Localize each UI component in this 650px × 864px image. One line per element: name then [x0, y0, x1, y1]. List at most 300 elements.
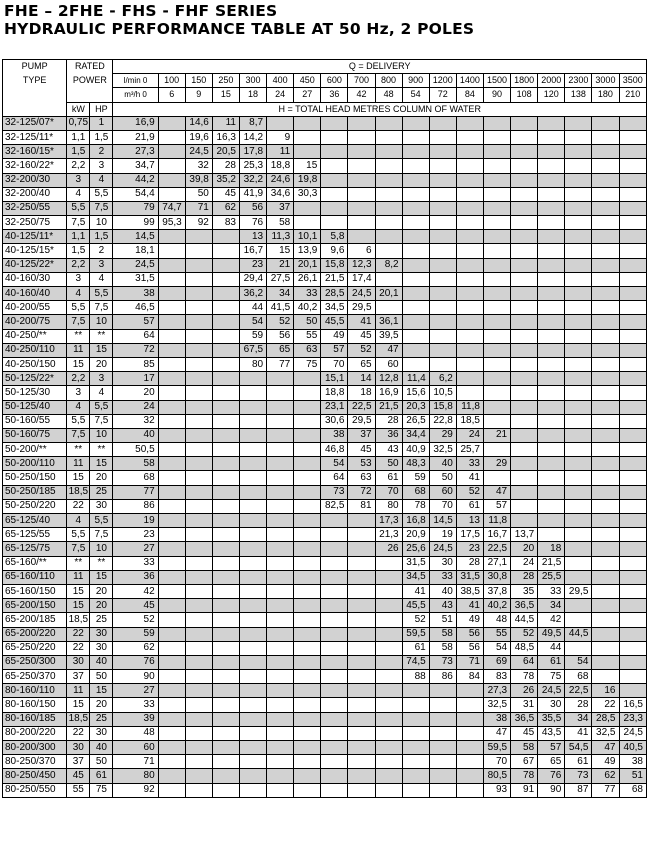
- head-value-cell: 21: [483, 428, 510, 442]
- head-value-cell: [185, 443, 212, 457]
- table-row: [3, 386, 647, 400]
- head-value-cell: 80: [239, 357, 266, 371]
- m3h-header: 15: [212, 88, 239, 102]
- head-value-cell: 43: [429, 599, 456, 613]
- head-value-cell: [402, 187, 429, 201]
- hp-cell: 25: [90, 613, 113, 627]
- head-value-cell: [429, 116, 456, 130]
- head-value-cell: [212, 599, 239, 613]
- head-value-cell: [538, 315, 565, 329]
- head-value-cell: [158, 287, 185, 301]
- head-value-cell: [185, 556, 212, 570]
- head-value-cell: 30: [429, 556, 456, 570]
- head-value-cell: [212, 357, 239, 371]
- head-value-cell: [348, 627, 375, 641]
- head-value-cell: [619, 357, 647, 371]
- head-value-cell: 54: [321, 457, 348, 471]
- head-value-cell: [483, 443, 510, 457]
- head-value-cell: [592, 230, 619, 244]
- head-value-cell: [239, 698, 266, 712]
- head-value-cell: [239, 584, 266, 598]
- head-value-cell: [619, 343, 647, 357]
- head-value-cell: [239, 627, 266, 641]
- head-value-cell: [321, 599, 348, 613]
- head-value-cell: 16,3: [212, 130, 239, 144]
- hp-cell: 10: [90, 216, 113, 230]
- head-value-cell: 30,8: [483, 570, 510, 584]
- q-delivery-header: Q = DELIVERY: [113, 60, 647, 74]
- head-value-cell: [402, 230, 429, 244]
- pump-type-cell: 50-200/**: [3, 443, 67, 457]
- head-value-cell: [538, 216, 565, 230]
- pump-type-cell: 32-125/11*: [3, 130, 67, 144]
- head-value-cell: [565, 230, 592, 244]
- head-value-cell: [185, 485, 212, 499]
- head-value-cell: 40: [113, 428, 158, 442]
- head-value-cell: 63: [294, 343, 321, 357]
- header-row-4: [3, 102, 647, 116]
- head-value-cell: 34,4: [402, 428, 429, 442]
- head-value-cell: [158, 584, 185, 598]
- head-value-cell: 41: [456, 471, 483, 485]
- head-value-cell: [321, 528, 348, 542]
- head-value-cell: 18,8: [321, 386, 348, 400]
- head-value-cell: [348, 684, 375, 698]
- head-value-cell: 61: [565, 755, 592, 769]
- head-value-cell: 19: [429, 528, 456, 542]
- hp-cell: 15: [90, 570, 113, 584]
- head-value-cell: [321, 173, 348, 187]
- head-value-cell: [321, 514, 348, 528]
- head-value-cell: 86: [429, 670, 456, 684]
- head-value-cell: [619, 173, 647, 187]
- head-value-cell: 16,9: [113, 116, 158, 130]
- head-value-cell: [185, 514, 212, 528]
- head-value-cell: [511, 130, 538, 144]
- head-value-cell: 77: [113, 485, 158, 499]
- head-value-cell: 14,2: [239, 130, 266, 144]
- table-row: [3, 173, 647, 187]
- pump-type-cell: 50-200/110: [3, 457, 67, 471]
- head-value-cell: 49: [592, 755, 619, 769]
- head-value-cell: 37,8: [483, 584, 510, 598]
- head-value-cell: [375, 216, 402, 230]
- hp-cell: 15: [90, 343, 113, 357]
- head-value-cell: [212, 471, 239, 485]
- head-value-cell: 11,8: [456, 400, 483, 414]
- header-blank: [67, 88, 113, 102]
- head-value-cell: [592, 514, 619, 528]
- head-value-cell: 27,1: [483, 556, 510, 570]
- head-value-cell: [158, 159, 185, 173]
- pump-type-cell: 65-200/220: [3, 627, 67, 641]
- kw-cell: 55: [67, 783, 90, 797]
- head-value-cell: [348, 769, 375, 783]
- head-value-cell: [321, 613, 348, 627]
- head-value-cell: 85: [113, 357, 158, 371]
- head-value-cell: [375, 187, 402, 201]
- pump-type-cell: 65-250/300: [3, 655, 67, 669]
- head-value-cell: [456, 386, 483, 400]
- kw-cell: 4: [67, 187, 90, 201]
- head-value-cell: [348, 599, 375, 613]
- head-value-cell: [483, 159, 510, 173]
- m3h-header: 42: [348, 88, 375, 102]
- head-value-cell: [429, 216, 456, 230]
- head-value-cell: [185, 244, 212, 258]
- head-value-cell: [185, 315, 212, 329]
- pump-type-cell: 40-200/75: [3, 315, 67, 329]
- kw-header: kW: [67, 102, 90, 116]
- head-value-cell: 32,2: [239, 173, 266, 187]
- head-value-cell: [294, 641, 321, 655]
- head-value-cell: 72: [348, 485, 375, 499]
- head-value-cell: 46,8: [321, 443, 348, 457]
- head-value-cell: [538, 443, 565, 457]
- head-value-cell: [212, 485, 239, 499]
- head-value-cell: 44,5: [565, 627, 592, 641]
- kw-cell: 7,5: [67, 542, 90, 556]
- head-value-cell: 77: [592, 783, 619, 797]
- head-value-cell: 13,9: [294, 244, 321, 258]
- head-value-cell: [185, 329, 212, 343]
- head-value-cell: 74,5: [402, 655, 429, 669]
- head-value-cell: 6: [348, 244, 375, 258]
- table-row: [3, 357, 647, 371]
- head-value-cell: [267, 726, 294, 740]
- head-value-cell: [267, 627, 294, 641]
- head-value-cell: [538, 301, 565, 315]
- head-value-cell: [158, 528, 185, 542]
- kw-cell: 11: [67, 343, 90, 357]
- head-value-cell: [239, 443, 266, 457]
- head-value-cell: [565, 116, 592, 130]
- head-value-cell: [565, 173, 592, 187]
- head-value-cell: 36,5: [511, 599, 538, 613]
- head-value-cell: 64: [113, 329, 158, 343]
- m3h-header: 24: [267, 88, 294, 102]
- kw-cell: **: [67, 443, 90, 457]
- head-value-cell: [402, 258, 429, 272]
- head-value-cell: [538, 386, 565, 400]
- head-value-cell: [565, 613, 592, 627]
- head-value-cell: 51: [429, 613, 456, 627]
- pump-type-cell: 80-160/150: [3, 698, 67, 712]
- pump-type-cell: 80-160/110: [3, 684, 67, 698]
- head-value-cell: 36,1: [375, 315, 402, 329]
- head-value-cell: 42: [113, 584, 158, 598]
- head-value-cell: 30,6: [321, 414, 348, 428]
- head-value-cell: [321, 670, 348, 684]
- head-value-cell: [565, 244, 592, 258]
- head-value-cell: [619, 216, 647, 230]
- head-value-cell: 70: [375, 485, 402, 499]
- head-value-cell: [158, 357, 185, 371]
- head-value-cell: [511, 499, 538, 513]
- head-value-cell: [483, 400, 510, 414]
- pump-type-cell: 65-250/370: [3, 670, 67, 684]
- head-value-cell: [321, 542, 348, 556]
- head-value-cell: [239, 542, 266, 556]
- m3h-header: 210: [619, 88, 647, 102]
- head-value-cell: [158, 428, 185, 442]
- head-value-cell: 16: [592, 684, 619, 698]
- head-value-cell: [402, 216, 429, 230]
- head-value-cell: 44,5: [511, 613, 538, 627]
- head-value-cell: 45: [348, 329, 375, 343]
- head-value-cell: [375, 783, 402, 797]
- head-value-cell: [348, 230, 375, 244]
- head-value-cell: [185, 769, 212, 783]
- head-value-cell: 31,5: [456, 570, 483, 584]
- head-value-cell: 10,5: [429, 386, 456, 400]
- head-value-cell: 70: [483, 755, 510, 769]
- head-value-cell: [511, 471, 538, 485]
- head-value-cell: 34: [538, 599, 565, 613]
- head-value-cell: 16,9: [375, 386, 402, 400]
- head-value-cell: [483, 372, 510, 386]
- head-value-cell: 81: [348, 499, 375, 513]
- head-value-cell: [185, 627, 212, 641]
- head-value-cell: [267, 670, 294, 684]
- head-value-cell: [185, 372, 212, 386]
- head-value-cell: 40,9: [402, 443, 429, 457]
- table-row: [3, 599, 647, 613]
- head-value-cell: [239, 528, 266, 542]
- head-value-cell: 92: [113, 783, 158, 797]
- kw-cell: 4: [67, 400, 90, 414]
- header-blank: [3, 88, 67, 102]
- head-value-cell: 54: [565, 655, 592, 669]
- head-value-cell: [348, 201, 375, 215]
- head-value-cell: [294, 684, 321, 698]
- head-value-cell: [592, 613, 619, 627]
- hp-header: HP: [90, 102, 113, 116]
- table-row: [3, 187, 647, 201]
- kw-cell: 0,75: [67, 116, 90, 130]
- head-value-cell: 18,8: [267, 159, 294, 173]
- table-row: [3, 244, 647, 258]
- head-value-cell: [348, 187, 375, 201]
- head-value-cell: 90: [538, 783, 565, 797]
- kw-cell: 30: [67, 741, 90, 755]
- head-value-cell: 72: [113, 343, 158, 357]
- head-value-cell: [348, 130, 375, 144]
- head-value-cell: [565, 485, 592, 499]
- head-value-cell: 76: [538, 769, 565, 783]
- head-value-cell: 80: [113, 769, 158, 783]
- head-value-cell: 38: [619, 755, 647, 769]
- head-value-cell: 15: [267, 244, 294, 258]
- head-value-cell: [619, 584, 647, 598]
- head-value-cell: [538, 272, 565, 286]
- head-value-cell: [456, 357, 483, 371]
- head-value-cell: [429, 230, 456, 244]
- head-value-cell: 24: [113, 400, 158, 414]
- head-value-cell: 19,6: [185, 130, 212, 144]
- head-value-cell: [511, 386, 538, 400]
- head-value-cell: [185, 584, 212, 598]
- head-value-cell: [294, 428, 321, 442]
- head-value-cell: [619, 528, 647, 542]
- head-value-cell: [158, 726, 185, 740]
- head-value-cell: 24,6: [267, 173, 294, 187]
- head-value-cell: [294, 570, 321, 584]
- head-value-cell: [456, 244, 483, 258]
- head-value-cell: [212, 726, 239, 740]
- head-value-cell: [402, 357, 429, 371]
- head-value-cell: [592, 570, 619, 584]
- m3h-header: 84: [456, 88, 483, 102]
- page-subtitle: HYDRAULIC PERFORMANCE TABLE AT 50 Hz, 2 POLES: [4, 20, 475, 38]
- head-value-cell: [565, 301, 592, 315]
- head-value-cell: 27: [113, 684, 158, 698]
- head-value-cell: [294, 400, 321, 414]
- head-value-cell: 48: [113, 726, 158, 740]
- head-value-cell: [511, 315, 538, 329]
- head-value-cell: 30: [538, 698, 565, 712]
- head-value-cell: [375, 244, 402, 258]
- head-value-cell: [511, 216, 538, 230]
- head-value-cell: 39: [113, 712, 158, 726]
- head-value-cell: [592, 315, 619, 329]
- head-value-cell: [565, 499, 592, 513]
- head-value-cell: [619, 230, 647, 244]
- hp-cell: 5,5: [90, 400, 113, 414]
- head-value-cell: [158, 244, 185, 258]
- head-value-cell: 90: [113, 670, 158, 684]
- head-value-cell: [592, 428, 619, 442]
- head-value-cell: [375, 769, 402, 783]
- head-value-cell: [538, 528, 565, 542]
- head-value-cell: 65: [348, 357, 375, 371]
- head-value-cell: 20: [511, 542, 538, 556]
- head-value-cell: 62: [212, 201, 239, 215]
- head-value-cell: 28,5: [592, 712, 619, 726]
- head-value-cell: [212, 244, 239, 258]
- head-value-cell: [429, 272, 456, 286]
- head-value-cell: [294, 216, 321, 230]
- head-value-cell: 15,8: [429, 400, 456, 414]
- head-value-cell: [456, 684, 483, 698]
- head-value-cell: [511, 428, 538, 442]
- head-value-cell: 45,5: [321, 315, 348, 329]
- head-value-cell: [239, 386, 266, 400]
- head-value-cell: [185, 414, 212, 428]
- head-value-cell: [619, 670, 647, 684]
- head-value-cell: [375, 116, 402, 130]
- head-value-cell: [565, 159, 592, 173]
- hp-cell: 7,5: [90, 201, 113, 215]
- head-value-cell: 45: [511, 726, 538, 740]
- head-value-cell: [158, 457, 185, 471]
- head-value-cell: [375, 599, 402, 613]
- head-value-cell: 62: [113, 641, 158, 655]
- type-header: TYPE: [3, 74, 67, 88]
- head-value-cell: [321, 783, 348, 797]
- head-value-cell: [402, 315, 429, 329]
- head-value-cell: 47: [483, 485, 510, 499]
- head-value-cell: [619, 116, 647, 130]
- head-value-cell: [212, 230, 239, 244]
- m3h-unit: m³/h 0: [113, 88, 158, 102]
- head-value-cell: [429, 258, 456, 272]
- head-value-cell: 37: [348, 428, 375, 442]
- head-value-cell: 77: [267, 357, 294, 371]
- head-value-cell: 45: [113, 599, 158, 613]
- head-value-cell: [565, 528, 592, 542]
- head-value-cell: 26: [375, 542, 402, 556]
- head-value-cell: [212, 414, 239, 428]
- head-value-cell: [619, 655, 647, 669]
- head-value-cell: [239, 655, 266, 669]
- head-value-cell: 28: [212, 159, 239, 173]
- head-value-cell: [158, 542, 185, 556]
- head-value-cell: 87: [565, 783, 592, 797]
- head-value-cell: 22,5: [483, 542, 510, 556]
- table-row: [3, 287, 647, 301]
- head-value-cell: [321, 712, 348, 726]
- head-value-cell: 59: [113, 627, 158, 641]
- hp-cell: 7,5: [90, 301, 113, 315]
- head-value-cell: [375, 301, 402, 315]
- table-row: [3, 499, 647, 513]
- head-value-cell: [619, 287, 647, 301]
- head-value-cell: [212, 641, 239, 655]
- head-value-cell: 76: [113, 655, 158, 669]
- head-value-cell: 73: [429, 655, 456, 669]
- head-value-cell: [348, 159, 375, 173]
- lmin-header: 700: [348, 74, 375, 88]
- head-value-cell: 17,4: [348, 272, 375, 286]
- head-value-cell: [429, 287, 456, 301]
- head-value-cell: 17,3: [375, 514, 402, 528]
- head-value-cell: [294, 655, 321, 669]
- head-value-cell: [402, 698, 429, 712]
- head-value-cell: 32,5: [483, 698, 510, 712]
- head-value-cell: 47: [483, 726, 510, 740]
- head-value-cell: 67,5: [239, 343, 266, 357]
- head-value-cell: 48: [483, 613, 510, 627]
- head-value-cell: [212, 570, 239, 584]
- head-value-cell: 17,8: [239, 145, 266, 159]
- m3h-header: 54: [402, 88, 429, 102]
- head-value-cell: [511, 159, 538, 173]
- head-value-cell: 24,5: [113, 258, 158, 272]
- head-value-cell: 80: [375, 499, 402, 513]
- table-row: [3, 258, 647, 272]
- head-value-cell: 57: [483, 499, 510, 513]
- head-value-cell: [429, 173, 456, 187]
- head-value-cell: 50: [429, 471, 456, 485]
- head-value-cell: [592, 556, 619, 570]
- head-value-cell: 56: [239, 201, 266, 215]
- head-value-cell: [511, 343, 538, 357]
- head-value-cell: [321, 741, 348, 755]
- pump-type-cell: 65-125/75: [3, 542, 67, 556]
- pump-type-cell: 65-125/55: [3, 528, 67, 542]
- head-value-cell: [456, 712, 483, 726]
- head-value-cell: [267, 556, 294, 570]
- head-value-cell: [592, 301, 619, 315]
- head-value-cell: [321, 145, 348, 159]
- head-value-cell: 38: [483, 712, 510, 726]
- m3h-header: 90: [483, 88, 510, 102]
- head-value-cell: 16,5: [619, 698, 647, 712]
- head-value-cell: [267, 116, 294, 130]
- head-value-cell: [294, 556, 321, 570]
- head-value-cell: [456, 272, 483, 286]
